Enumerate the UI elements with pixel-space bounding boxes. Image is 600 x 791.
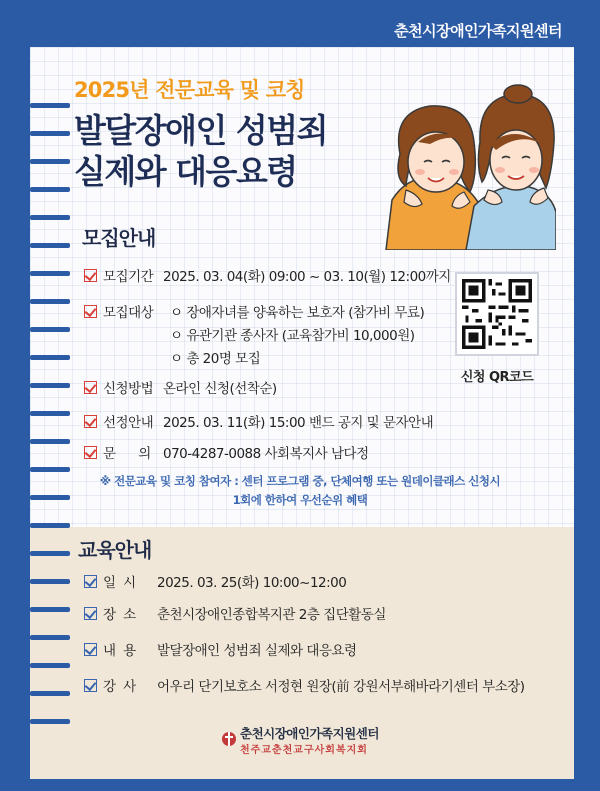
- recruit-target-item: ㅇ 총 20명 모집: [170, 351, 261, 367]
- title-line-2: 실제와 대응요령: [74, 152, 297, 191]
- recruit-method-label: 신청방법: [103, 381, 154, 397]
- education-lecturer-value: 어우리 단기보호소 서정현 원장(前 강원서부해바라기센터 부소장): [157, 679, 525, 695]
- priority-note: [60, 472, 540, 510]
- qr-code-icon: [462, 279, 532, 349]
- education-place-value: 춘천시장애인종합복지관 2층 집단활동실: [157, 607, 386, 623]
- checkbox-icon: [84, 269, 97, 282]
- title-line-1: 발달장애인 성범죄: [74, 111, 328, 150]
- checkbox-icon: [84, 381, 97, 394]
- catholic-cross-logo-icon: [222, 726, 236, 752]
- education-heading-text: 교육안내: [78, 538, 152, 562]
- recruit-target-item: ㅇ 유관기관 종사자 (교육참가비 10,000원): [170, 328, 415, 344]
- recruit-heading: [82, 222, 155, 251]
- footer-parent-org: 천주교춘천교구사회복지회: [240, 745, 368, 756]
- recruit-period-label: 모집기간: [103, 269, 154, 285]
- recruit-period-value: 2025. 03. 04(화) 09:00 ~ 03. 10(월) 12:00까지: [163, 269, 451, 285]
- footer-org-name: 춘천시장애인가족지원센터: [240, 726, 379, 741]
- education-lecturer-label: 강 사: [103, 679, 136, 695]
- recruit-method-row: [84, 377, 277, 397]
- checkbox-icon: [84, 575, 97, 588]
- checkbox-icon: [84, 607, 97, 620]
- education-date-label: 일 시: [103, 575, 136, 591]
- page-title: [74, 110, 327, 192]
- checkbox-icon: [84, 679, 97, 692]
- education-heading: [78, 534, 151, 563]
- recruit-method-value: 온라인 신청(선착순): [163, 381, 277, 397]
- priority-note-line-1: ※ 전문교육 및 코칭 참여자 : 센터 프로그램 중, 단체여행 또는 원데이클래스 신청시: [99, 474, 501, 488]
- binder-rings: [30, 103, 90, 743]
- recruit-heading-text: 모집안내: [82, 226, 156, 250]
- recruit-selection-row: [84, 411, 433, 431]
- recruit-contact-value: 070-4287-0088 사회복지사 남다정: [163, 446, 369, 462]
- education-date-row: [84, 571, 346, 591]
- checkbox-icon: [84, 446, 97, 459]
- recruit-selection-value: 2025. 03. 11(화) 15:00 밴드 공지 및 문자안내: [163, 415, 434, 431]
- application-qr-code[interactable]: [455, 272, 539, 356]
- two-women-illustration: [378, 82, 556, 250]
- checkbox-icon: [84, 305, 97, 318]
- education-date-value: 2025. 03. 25(화) 10:00~12:00: [157, 575, 347, 591]
- recruit-target-label: 모집대상: [103, 305, 154, 321]
- checkbox-icon: [84, 415, 97, 428]
- recruit-contact-label: 문 의: [103, 446, 151, 462]
- recruit-selection-label: 선정안내: [103, 415, 154, 431]
- recruit-target-row: [84, 301, 163, 321]
- education-place-row: [84, 603, 386, 623]
- recruit-target-item: ㅇ 장애자녀를 양육하는 보호자 (참가비 무료): [170, 305, 425, 321]
- education-place-label: 장 소: [103, 607, 136, 623]
- education-content-value: 발달장애인 성범죄 실제와 대응요령: [157, 643, 357, 659]
- education-content-row: [84, 639, 357, 659]
- education-content-label: 내 용: [103, 643, 136, 659]
- qr-code-label: 신청 QR코드: [460, 370, 534, 385]
- education-lecturer-row: [84, 675, 525, 695]
- recruit-contact-row: [84, 442, 369, 462]
- header-org-name: 춘천시장애인가족지원센터: [394, 22, 562, 40]
- checkbox-icon: [84, 643, 97, 656]
- title-subheading: 2025년 전문교육 및 코칭: [74, 78, 305, 102]
- priority-note-line-2: 1회에 한하여 우선순위 혜택: [232, 493, 368, 507]
- recruit-period-row: [84, 265, 451, 285]
